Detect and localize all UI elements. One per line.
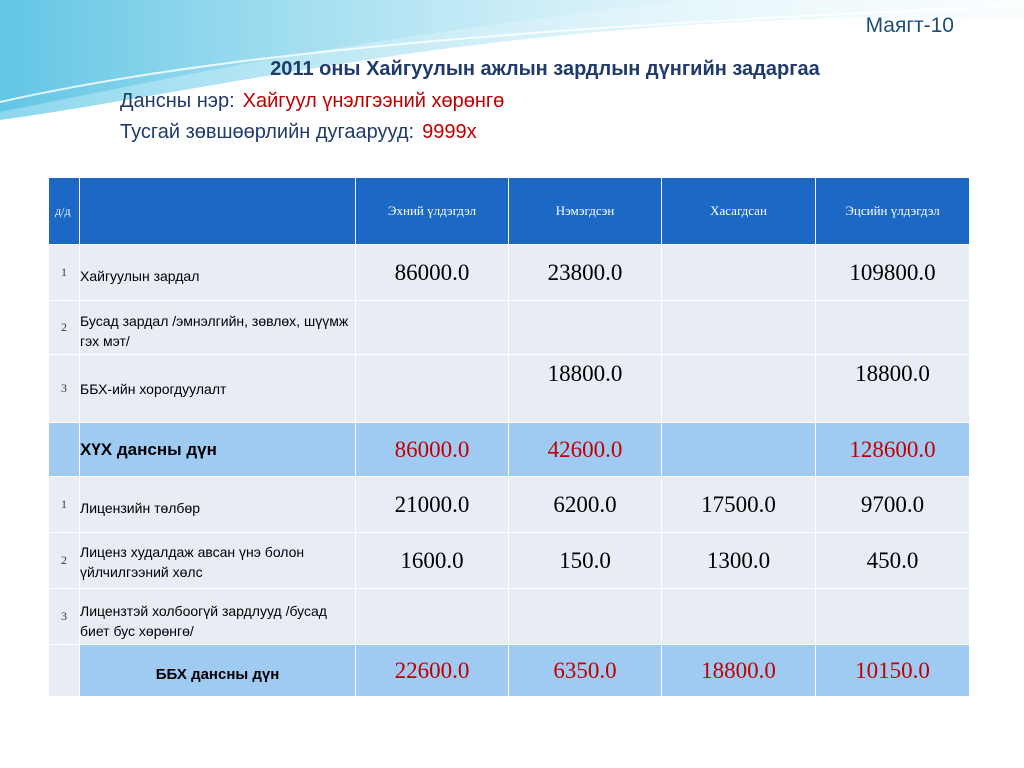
row-name: Лиценз худалдаж авсан үнэ болон үйлчилгээний хөлс <box>80 533 356 589</box>
header-closing-balance: Эцсийн үлдэгдэл <box>816 178 970 245</box>
deducted-value: 1300.0 <box>662 533 816 589</box>
added-value: 18800.0 <box>509 355 662 423</box>
page-title: 2011 оны Хайгуулын ажлын зардлын дүнгийн задаргаа <box>270 58 820 80</box>
header-opening-balance: Эхний үлдэгдэл <box>356 178 509 245</box>
opening-value <box>356 355 509 423</box>
account-name-line <box>120 90 504 113</box>
deducted-value <box>662 423 816 477</box>
opening-value: 21000.0 <box>356 477 509 533</box>
opening-value: 86000.0 <box>356 423 509 477</box>
license-line <box>120 121 477 144</box>
account-value: Хайгуул үнэлгээний хөрөнгө <box>242 90 505 112</box>
row-name: ББХ-ийн хорогдуулалт <box>80 355 356 423</box>
added-value: 42600.0 <box>509 423 662 477</box>
closing-value: 109800.0 <box>816 245 970 301</box>
added-value: 6350.0 <box>509 645 662 697</box>
row-name: ББХ дансны дүн <box>80 645 356 697</box>
row-name: Бусад зардал /эмнэлгийн, зөвлөх, шүүмж гэх мэт/ <box>80 301 356 355</box>
row-number <box>49 423 80 477</box>
row-name: Лицензтэй холбоогүй зардлууд /бусад биет бус хөрөнгө/ <box>80 589 356 645</box>
table-row <box>49 589 970 645</box>
opening-value <box>356 589 509 645</box>
license-label: Тусгай зөвшөөрлийн дугаарууд: <box>120 121 415 143</box>
table-total-row <box>49 645 970 697</box>
row-number: 1 <box>49 245 80 301</box>
added-value: 150.0 <box>509 533 662 589</box>
closing-value <box>816 589 970 645</box>
row-name: Лицензийн төлбөр <box>80 477 356 533</box>
row-number: 3 <box>49 355 80 423</box>
opening-value: 22600.0 <box>356 645 509 697</box>
opening-value: 1600.0 <box>356 533 509 589</box>
account-label: Дансны нэр: <box>120 90 235 112</box>
closing-value: 10150.0 <box>816 645 970 697</box>
table-row <box>49 355 970 423</box>
added-value: 6200.0 <box>509 477 662 533</box>
row-number: 3 <box>49 589 80 645</box>
license-value: 9999х <box>422 121 477 143</box>
closing-value <box>816 301 970 355</box>
table-row <box>49 245 970 301</box>
row-number <box>49 645 80 697</box>
row-number: 1 <box>49 477 80 533</box>
opening-value <box>356 301 509 355</box>
deducted-value <box>662 589 816 645</box>
header-added: Нэмэгдсэн <box>509 178 662 245</box>
row-name: ХҮХ дансны дүн <box>80 423 356 477</box>
opening-value: 86000.0 <box>356 245 509 301</box>
table-total-row <box>49 423 970 477</box>
deducted-value <box>662 301 816 355</box>
header-deducted: Хасагдсан <box>662 178 816 245</box>
deducted-value <box>662 355 816 423</box>
expense-table <box>48 177 970 697</box>
added-value <box>509 301 662 355</box>
deducted-value: 17500.0 <box>662 477 816 533</box>
row-name: Хайгуулын зардал <box>80 245 356 301</box>
row-number: 2 <box>49 533 80 589</box>
added-value <box>509 589 662 645</box>
header-name <box>80 178 356 245</box>
table-header-row <box>49 178 970 245</box>
closing-value: 18800.0 <box>816 355 970 423</box>
table-row <box>49 301 970 355</box>
closing-value: 9700.0 <box>816 477 970 533</box>
deducted-value <box>662 245 816 301</box>
header-index: д/д <box>49 178 80 245</box>
table-row <box>49 533 970 589</box>
added-value: 23800.0 <box>509 245 662 301</box>
closing-value: 450.0 <box>816 533 970 589</box>
row-number: 2 <box>49 301 80 355</box>
closing-value: 128600.0 <box>816 423 970 477</box>
table-row <box>49 477 970 533</box>
form-number: Маягт-10 <box>865 14 954 37</box>
deducted-value: 18800.0 <box>662 645 816 697</box>
